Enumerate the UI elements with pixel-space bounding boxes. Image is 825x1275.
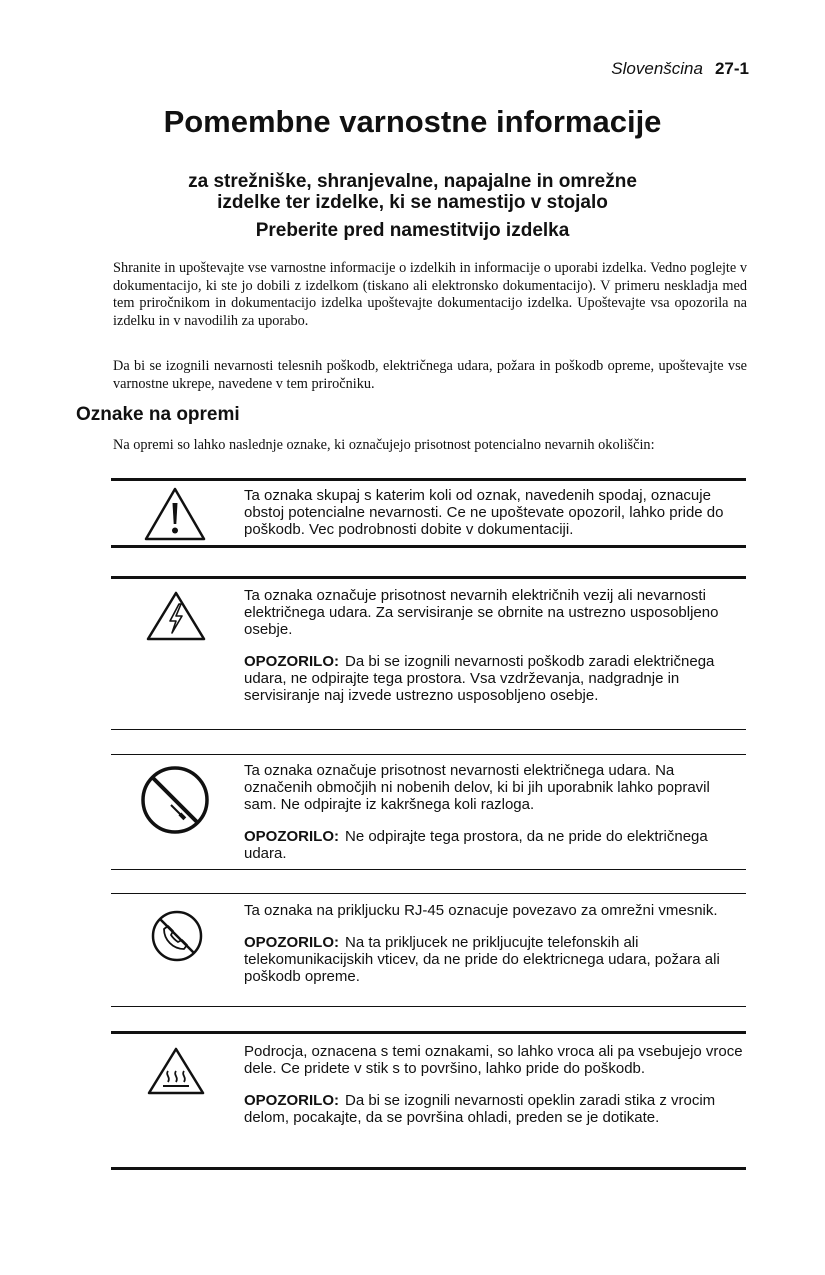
divider — [111, 869, 746, 870]
label-row-2-text — [244, 587, 746, 704]
hot-surface-icon — [146, 1046, 206, 1096]
divider — [111, 478, 746, 481]
no-user-service-icon — [138, 764, 212, 836]
subtitle-line-1: za strežniške, shranjevalne, napajalne in omrežne — [188, 171, 637, 192]
warning-paragraph — [244, 1092, 746, 1126]
subheading: Preberite pred namestitvijo izdelka — [255, 220, 570, 241]
divider — [111, 893, 746, 894]
warning-label: OPOZORILO: — [244, 828, 339, 845]
divider — [111, 754, 746, 755]
label-description: Ta oznaka označuje prisotnost nevarnosti električnega udara. Na označenih območjih ni nobenih delov, ki bi jih uporabnik lahko popravil sam. Ne odpirajte iz kakršnega koli razloga. — [244, 762, 710, 813]
label-row-4-text — [244, 902, 746, 985]
warning-paragraph — [244, 653, 746, 704]
subtitle-line-2: izdelke ter izdelke, ki se namestijo v stojalo — [217, 192, 608, 213]
no-telephone-icon — [149, 909, 205, 963]
label-row-3-text — [244, 762, 746, 862]
warning-triangle-icon — [143, 486, 207, 542]
label-description: Ta oznaka označuje prisotnost nevarnih električnih vezij ali nevarnosti električnega udara. Za servisiranje se obrnite na ustrezno usposobljeno osebje. — [244, 587, 719, 638]
divider — [111, 545, 746, 548]
page-title: Pomembne varnostne informacije — [163, 104, 662, 139]
label-description: Podrocja, oznacena s temi oznakami, so lahko vroca ali pa vsebujejo vroce dele. Ce pridete v stik s to površino, lahko pride do poškodb. — [244, 1043, 743, 1077]
divider — [111, 1006, 746, 1007]
label-row-1-text — [244, 487, 746, 538]
label-row-5-text — [244, 1043, 746, 1126]
warning-text: Ne odpirajte tega prostora, da ne pride do električnega udara. — [244, 828, 708, 862]
warning-text: Da bi se izognili nevarnosti opeklin zaradi stika z vrocim delom, pocakajte, da se površina ohladi, preden se je dotikate. — [244, 1092, 716, 1126]
divider — [111, 1167, 746, 1170]
label-description: Ta oznaka na prikljucku RJ-45 oznacuje povezavo za omrežni vmesnik. — [244, 902, 718, 919]
section-heading: Oznake na opremi — [76, 404, 240, 425]
warning-text: Da bi se izognili nevarnosti poškodb zaradi električnega udara, ne odpirajte tega prostora. Vsa vzdrževanja, nadgradnje in servisiranje naj izvede ustrezno usposobljeno osebje. — [244, 653, 715, 704]
warning-text: Na ta prikljucek ne prikljucujte telefonskih ali telekomunikacijskih vticev, da ne pride do elektricnega udara, požara ali poškodb opreme. — [244, 934, 720, 985]
divider — [111, 576, 746, 579]
page-number: 27-1 — [714, 59, 749, 78]
warning-label: OPOZORILO: — [244, 934, 339, 951]
page-header — [611, 59, 749, 79]
intro-paragraph-1: Shranite in upoštevajte vse varnostne informacije o izdelkih in informacije o uporabi izdelka. Vedno poglejte v dokumentacijo, ki ste jo dobili z izdelkom (tiskano ali elektronsko dokumentacijo). V primeru neskladja med tem priročnikom in dokumentacijo izdelka upoštevajte dokumentacijo izdelka. Upoštevajte vsa opozorila na izdelku in v navodilih za uporabo. — [113, 260, 747, 329]
intro-paragraph-2: Da bi se izognili nevarnosti telesnih poškodb, električnega udara, požara in poškodb opreme, upoštevajte vse varnostne ukrepe, navedene v tem priročniku. — [113, 358, 747, 392]
divider — [111, 729, 746, 730]
subtitle — [0, 171, 825, 213]
header-language: Slovenšcina — [611, 59, 703, 78]
warning-label: OPOZORILO: — [244, 1092, 339, 1109]
warning-label: OPOZORILO: — [244, 653, 339, 670]
section-intro: Na opremi so lahko naslednje oznake, ki označujejo prisotnost potencialno nevarnih okoliščin: — [113, 437, 655, 453]
label-description: Ta oznaka skupaj s katerim koli od oznak, navedenih spodaj, oznacuje obstoj potencialne nevarnosti. Ce ne upoštevate opozoril, lahko pride do poškodb. Vec podrobnosti dobite v dokumentaciji. — [244, 487, 724, 538]
electrical-hazard-icon — [145, 590, 207, 642]
divider — [111, 1031, 746, 1034]
warning-paragraph — [244, 934, 746, 985]
warning-paragraph — [244, 828, 746, 862]
